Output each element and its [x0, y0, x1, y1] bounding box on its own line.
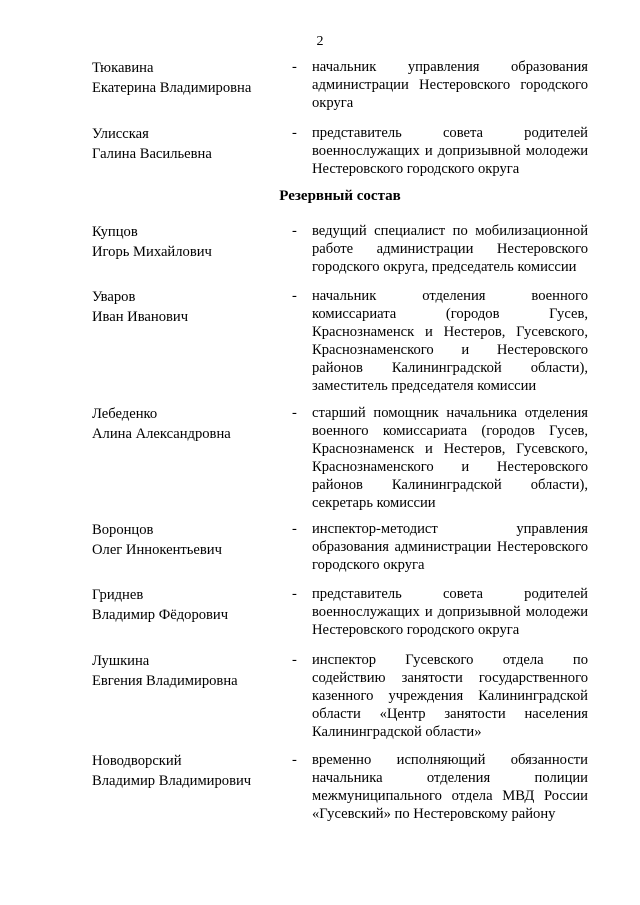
member-position: представитель совета родителей военнослужащих и допризывной молодежи Нестеровского городского округа [312, 586, 588, 638]
member-position: начальник отделения военного комиссариата (городов Гусев, Краснознаменск и Нестеров, Гусевского, Краснознаменского и Нестеровского районов Калининградской области), заместитель председателя комиссии [312, 288, 588, 394]
dash-separator: - [292, 652, 297, 668]
member-surname: Воронцов [92, 522, 154, 538]
member-given-name: Владимир Владимирович [92, 773, 252, 789]
member-surname: Гриднев [92, 587, 144, 603]
member-name [92, 222, 282, 262]
member-given-name: Алина Александровна [92, 426, 231, 442]
page-number: 2 [316, 34, 324, 49]
dash-separator: - [292, 288, 297, 304]
member-surname: Уваров [92, 289, 136, 305]
member-position: начальник управления образования администрации Нестеровского городского округа [312, 59, 588, 111]
dash-separator: - [292, 405, 297, 421]
member-name [92, 58, 282, 98]
dash-separator: - [292, 223, 297, 239]
member-given-name: Иван Иванович [92, 309, 189, 325]
dash-separator: - [292, 59, 297, 75]
member-given-name: Олег Иннокентьевич [92, 542, 222, 558]
member-surname: Улисская [92, 126, 149, 142]
member-surname: Новодворский [92, 753, 182, 769]
member-name [92, 404, 282, 444]
member-given-name: Владимир Фёдорович [92, 607, 229, 623]
member-given-name: Екатерина Владимировна [92, 80, 252, 96]
member-position: старший помощник начальника отделения военного комиссариата (городов Гусев, Краснознаменск и Нестеров, Гусевского, Краснознаменского и Нестеровского районов Калининградской области), секретарь комиссии [312, 405, 588, 511]
member-position: временно исполняющий обязанности начальника отделения полиции межмуниципального отдела МВД России «Гусевский» по Нестеровскому району [312, 752, 588, 822]
reserve-heading: Резервный состав [279, 188, 401, 204]
dash-separator: - [292, 586, 297, 602]
member-name [92, 287, 282, 327]
member-position: ведущий специалист по мобилизационной работе администрации Нестеровского городского округа, председатель комиссии [312, 223, 588, 275]
member-given-name: Игорь Михайлович [92, 244, 212, 260]
dash-separator: - [292, 752, 297, 768]
member-given-name: Галина Васильевна [92, 146, 212, 162]
member-name [92, 520, 282, 560]
member-name [92, 651, 282, 691]
member-given-name: Евгения Владимировна [92, 673, 238, 689]
member-position: инспектор-методист управления образования администрации Нестеровского городского округа [312, 521, 588, 573]
member-name [92, 585, 282, 625]
member-surname: Лушкина [92, 653, 150, 669]
dash-separator: - [292, 125, 297, 141]
member-surname: Лебеденко [92, 406, 158, 422]
member-name [92, 751, 282, 791]
dash-separator: - [292, 521, 297, 537]
member-surname: Тюкавина [92, 60, 154, 76]
member-name [92, 124, 282, 164]
member-surname: Купцов [92, 224, 138, 240]
member-position: представитель совета родителей военнослужащих и допризывной молодежи Нестеровского городского округа [312, 125, 588, 177]
member-position: инспектор Гусевского отдела по содействию занятости государственного казенного учреждения Калининградской области «Центр занятости населения Калининградской области» [312, 652, 588, 740]
